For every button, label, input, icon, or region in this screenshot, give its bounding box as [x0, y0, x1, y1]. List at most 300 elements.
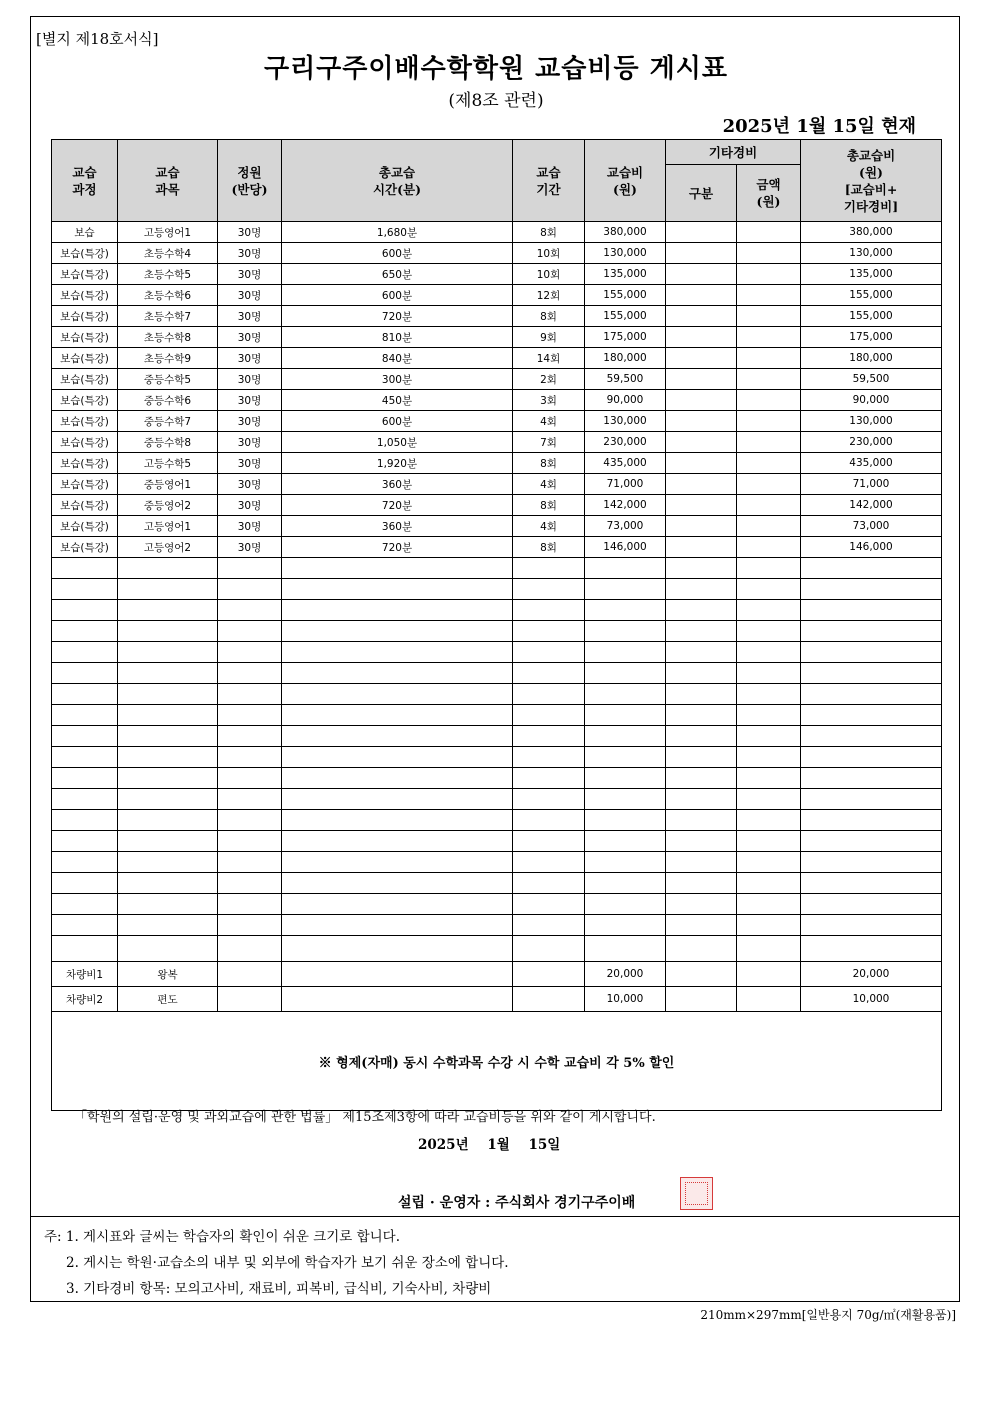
empty-row: [52, 621, 942, 642]
cell-subject: 고등영어2: [118, 537, 218, 558]
cell-other-amount: [737, 243, 801, 264]
operator-name: 설립 · 운영자 : 주식회사 경기구주이배: [398, 1195, 636, 1211]
cell-total-fee: 175,000: [801, 327, 942, 348]
empty-cell: [737, 936, 801, 962]
empty-cell: [737, 579, 801, 600]
empty-cell: [666, 936, 737, 962]
empty-cell: [118, 642, 218, 663]
cell-period: 8회: [513, 453, 585, 474]
empty-cell: [118, 936, 218, 962]
empty-cell: [282, 579, 513, 600]
footnote-1: 주: 1. 게시표와 글씨는 학습자의 확인이 쉬운 크기로 합니다.: [44, 1229, 400, 1245]
cell-tuition: 155,000: [585, 285, 666, 306]
empty-row: [52, 705, 942, 726]
empty-cell: [737, 558, 801, 579]
empty-cell: [218, 873, 282, 894]
cell-tuition: 380,000: [585, 222, 666, 243]
table-row: [52, 348, 942, 369]
empty-cell: [666, 768, 737, 789]
empty-cell: [666, 747, 737, 768]
empty-cell: [737, 600, 801, 621]
empty-row: [52, 663, 942, 684]
cell-capacity: 30명: [218, 432, 282, 453]
empty-cell: [801, 726, 942, 747]
cell-period: 2회: [513, 369, 585, 390]
cell-other-type: [666, 987, 737, 1012]
header-total-fee: 총교습비 (원) [교습비+ 기타경비]: [801, 140, 942, 222]
table-row: [52, 495, 942, 516]
page-title: 구리구주이배수학학원 교습비등 게시표: [263, 54, 729, 84]
cell-capacity: 30명: [218, 222, 282, 243]
cell-other-type: [666, 453, 737, 474]
cell-subject: 편도: [118, 987, 218, 1012]
cell-period: 7회: [513, 432, 585, 453]
cell-total-fee: 130,000: [801, 243, 942, 264]
empty-cell: [737, 747, 801, 768]
empty-cell: [585, 558, 666, 579]
empty-cell: [218, 936, 282, 962]
empty-cell: [52, 915, 118, 936]
cell-course: 보습(특강): [52, 495, 118, 516]
empty-row: [52, 726, 942, 747]
empty-row: [52, 894, 942, 915]
empty-cell: [282, 873, 513, 894]
empty-cell: [801, 915, 942, 936]
empty-cell: [52, 747, 118, 768]
empty-cell: [513, 684, 585, 705]
cell-other-type: [666, 516, 737, 537]
cell-other-type: [666, 264, 737, 285]
header-capacity: 정원 (반당): [218, 140, 282, 222]
cell-total-fee: 146,000: [801, 537, 942, 558]
cell-course: 차량비1: [52, 962, 118, 987]
table-row: [52, 432, 942, 453]
empty-cell: [666, 621, 737, 642]
empty-row: [52, 852, 942, 873]
empty-cell: [737, 852, 801, 873]
empty-cell: [282, 831, 513, 852]
empty-cell: [218, 852, 282, 873]
empty-cell: [666, 915, 737, 936]
sign-date: 2025년 1월 15일: [418, 1137, 561, 1153]
header-course: 교습 과정: [52, 140, 118, 222]
empty-cell: [218, 705, 282, 726]
cell-other-type: [666, 306, 737, 327]
cell-course: 보습: [52, 222, 118, 243]
paper-spec: 210mm×297mm[일반용지 70g/㎡(재활용품)]: [700, 1308, 956, 1322]
discount-note: ※ 형제(자매) 동시 수학과목 수강 시 수학 교습비 각 5% 할인: [52, 1012, 942, 1111]
cell-total-time: 450분: [282, 390, 513, 411]
empty-cell: [118, 705, 218, 726]
cell-tuition: 146,000: [585, 537, 666, 558]
cell-course: 보습(특강): [52, 390, 118, 411]
cell-period: 8회: [513, 495, 585, 516]
empty-cell: [118, 894, 218, 915]
empty-cell: [801, 831, 942, 852]
cell-period: 10회: [513, 264, 585, 285]
cell-other-amount: [737, 474, 801, 495]
cell-tuition: 71,000: [585, 474, 666, 495]
empty-cell: [737, 915, 801, 936]
empty-cell: [282, 789, 513, 810]
empty-cell: [282, 684, 513, 705]
empty-cell: [218, 915, 282, 936]
cell-course: 차량비2: [52, 987, 118, 1012]
empty-cell: [52, 579, 118, 600]
empty-cell: [666, 894, 737, 915]
empty-cell: [118, 747, 218, 768]
cell-total-fee: 142,000: [801, 495, 942, 516]
cell-other-type: [666, 348, 737, 369]
empty-cell: [513, 579, 585, 600]
cell-tuition: 10,000: [585, 987, 666, 1012]
empty-cell: [585, 705, 666, 726]
empty-cell: [737, 621, 801, 642]
cell-total-time: 720분: [282, 537, 513, 558]
empty-cell: [513, 726, 585, 747]
empty-cell: [801, 768, 942, 789]
empty-row: [52, 558, 942, 579]
cell-other-amount: [737, 390, 801, 411]
empty-cell: [585, 810, 666, 831]
cell-total-fee: 59,500: [801, 369, 942, 390]
empty-cell: [513, 894, 585, 915]
cell-period: 4회: [513, 411, 585, 432]
cell-total-time: 600분: [282, 243, 513, 264]
cell-total-fee: 73,000: [801, 516, 942, 537]
cell-capacity: 30명: [218, 285, 282, 306]
empty-row: [52, 684, 942, 705]
empty-cell: [282, 600, 513, 621]
empty-cell: [282, 768, 513, 789]
table-row: [52, 285, 942, 306]
cell-tuition: 73,000: [585, 516, 666, 537]
empty-cell: [282, 936, 513, 962]
empty-row: [52, 600, 942, 621]
empty-cell: [218, 579, 282, 600]
cell-subject: 초등수학9: [118, 348, 218, 369]
cell-capacity: 30명: [218, 516, 282, 537]
footnote-2: 2. 게시는 학원·교습소의 내부 및 외부에 학습자가 보기 쉬운 장소에 합니다.: [66, 1255, 509, 1271]
empty-cell: [666, 600, 737, 621]
cell-total-time: 720분: [282, 495, 513, 516]
cell-period: 9회: [513, 327, 585, 348]
cell-total-fee: 155,000: [801, 285, 942, 306]
empty-cell: [282, 747, 513, 768]
cell-subject: 중등수학5: [118, 369, 218, 390]
vehicle-fee-row: [52, 987, 942, 1012]
empty-cell: [801, 852, 942, 873]
cell-other-amount: [737, 348, 801, 369]
cell-other-amount: [737, 516, 801, 537]
empty-cell: [801, 621, 942, 642]
cell-tuition: 20,000: [585, 962, 666, 987]
fee-table-body: [52, 222, 942, 1111]
empty-cell: [218, 726, 282, 747]
cell-other-amount: [737, 537, 801, 558]
empty-cell: [801, 600, 942, 621]
cell-other-amount: [737, 369, 801, 390]
cell-course: 보습(특강): [52, 306, 118, 327]
empty-cell: [52, 873, 118, 894]
empty-cell: [801, 789, 942, 810]
empty-cell: [801, 894, 942, 915]
page-subtitle: (제8조 관련): [448, 91, 544, 111]
footnote-3: 3. 기타경비 항목: 모의고사비, 재료비, 피복비, 급식비, 기숙사비, 차량비: [66, 1281, 492, 1297]
empty-row: [52, 873, 942, 894]
cell-period: 4회: [513, 516, 585, 537]
empty-cell: [118, 810, 218, 831]
empty-row: [52, 789, 942, 810]
empty-cell: [585, 600, 666, 621]
cell-subject: 고등영어1: [118, 516, 218, 537]
empty-cell: [118, 600, 218, 621]
empty-cell: [585, 789, 666, 810]
empty-cell: [218, 894, 282, 915]
cell-total-fee: 71,000: [801, 474, 942, 495]
empty-cell: [737, 810, 801, 831]
empty-cell: [513, 642, 585, 663]
cell-course: 보습(특강): [52, 411, 118, 432]
empty-cell: [737, 873, 801, 894]
empty-cell: [282, 894, 513, 915]
empty-cell: [118, 852, 218, 873]
cell-course: 보습(특강): [52, 327, 118, 348]
empty-cell: [282, 915, 513, 936]
legal-statement: 「학원의 설립·운영 및 과외교습에 관한 법률」 제15조제3항에 따라 교습비등을 위와 같이 게시합니다.: [74, 1110, 656, 1125]
cell-other-amount: [737, 327, 801, 348]
empty-cell: [585, 936, 666, 962]
cell-tuition: 130,000: [585, 243, 666, 264]
cell-other-amount: [737, 495, 801, 516]
cell-period: 8회: [513, 222, 585, 243]
header-total-time: 총교습 시간(분): [282, 140, 513, 222]
empty-cell: [513, 936, 585, 962]
empty-cell: [118, 831, 218, 852]
cell-subject: 왕복: [118, 962, 218, 987]
cell-other-amount: [737, 453, 801, 474]
cell-total-fee: 230,000: [801, 432, 942, 453]
empty-cell: [282, 705, 513, 726]
cell-capacity: 30명: [218, 495, 282, 516]
cell-subject: 중등수학6: [118, 390, 218, 411]
cell-other-type: [666, 243, 737, 264]
cell-subject: 초등수학4: [118, 243, 218, 264]
empty-cell: [218, 768, 282, 789]
empty-cell: [666, 852, 737, 873]
table-row: [52, 411, 942, 432]
discount-note-row: [52, 1012, 942, 1111]
empty-row: [52, 831, 942, 852]
empty-row: [52, 579, 942, 600]
empty-cell: [513, 852, 585, 873]
cell-total-time: 1,920분: [282, 453, 513, 474]
divider: [30, 1216, 960, 1217]
empty-cell: [585, 747, 666, 768]
empty-cell: [282, 852, 513, 873]
cell-capacity: 30명: [218, 306, 282, 327]
empty-cell: [585, 768, 666, 789]
as-of-date: 2025년 1월 15일 현재: [722, 116, 916, 137]
empty-cell: [218, 663, 282, 684]
cell-total-fee: 20,000: [801, 962, 942, 987]
empty-cell: [585, 642, 666, 663]
empty-cell: [218, 747, 282, 768]
empty-cell: [513, 789, 585, 810]
cell-subject: 초등수학8: [118, 327, 218, 348]
empty-cell: [52, 621, 118, 642]
empty-cell: [282, 726, 513, 747]
cell-other-amount: [737, 411, 801, 432]
empty-cell: [52, 558, 118, 579]
cell-total-time: 1,050분: [282, 432, 513, 453]
empty-cell: [585, 621, 666, 642]
empty-cell: [737, 831, 801, 852]
cell-course: 보습(특강): [52, 285, 118, 306]
empty-cell: [585, 684, 666, 705]
cell-total-fee: 155,000: [801, 306, 942, 327]
cell-subject: 중등영어1: [118, 474, 218, 495]
cell-period: 8회: [513, 306, 585, 327]
empty-cell: [666, 663, 737, 684]
empty-cell: [801, 705, 942, 726]
empty-cell: [666, 579, 737, 600]
cell-total-time: 600분: [282, 411, 513, 432]
cell-other-type: [666, 285, 737, 306]
empty-cell: [666, 558, 737, 579]
empty-cell: [52, 642, 118, 663]
cell-tuition: 90,000: [585, 390, 666, 411]
empty-cell: [585, 663, 666, 684]
cell-period: 4회: [513, 474, 585, 495]
empty-cell: [52, 831, 118, 852]
cell-period: 10회: [513, 243, 585, 264]
cell-other-amount: [737, 962, 801, 987]
cell-tuition: 175,000: [585, 327, 666, 348]
empty-cell: [118, 789, 218, 810]
cell-other-type: [666, 327, 737, 348]
empty-cell: [666, 810, 737, 831]
cell-total-time: 840분: [282, 348, 513, 369]
empty-cell: [737, 684, 801, 705]
cell-capacity: 30명: [218, 474, 282, 495]
cell-capacity: 30명: [218, 264, 282, 285]
cell-course: 보습(특강): [52, 537, 118, 558]
header-tuition: 교습비 (원): [585, 140, 666, 222]
empty-cell: [801, 558, 942, 579]
cell-other-type: [666, 432, 737, 453]
table-row: [52, 369, 942, 390]
cell-tuition: 230,000: [585, 432, 666, 453]
empty-cell: [513, 831, 585, 852]
cell-total-fee: 380,000: [801, 222, 942, 243]
empty-cell: [52, 894, 118, 915]
empty-cell: [801, 579, 942, 600]
cell-total-time: 720분: [282, 306, 513, 327]
cell-capacity: [218, 987, 282, 1012]
empty-cell: [52, 936, 118, 962]
cell-other-type: [666, 537, 737, 558]
empty-cell: [666, 705, 737, 726]
empty-cell: [52, 810, 118, 831]
table-row: [52, 327, 942, 348]
cell-other-type: [666, 411, 737, 432]
empty-cell: [513, 600, 585, 621]
empty-cell: [52, 663, 118, 684]
empty-cell: [737, 663, 801, 684]
empty-cell: [737, 768, 801, 789]
cell-course: 보습(특강): [52, 474, 118, 495]
cell-total-time: [282, 962, 513, 987]
form-number: [별지 제18호서식]: [36, 30, 159, 48]
empty-row: [52, 810, 942, 831]
empty-cell: [585, 915, 666, 936]
cell-subject: 초등수학5: [118, 264, 218, 285]
empty-cell: [513, 558, 585, 579]
empty-row: [52, 642, 942, 663]
empty-cell: [585, 726, 666, 747]
cell-total-fee: 130,000: [801, 411, 942, 432]
header-other-type: 구분: [666, 165, 737, 222]
empty-cell: [118, 915, 218, 936]
empty-cell: [737, 789, 801, 810]
cell-course: 보습(특강): [52, 369, 118, 390]
empty-cell: [801, 747, 942, 768]
empty-cell: [513, 768, 585, 789]
cell-other-amount: [737, 222, 801, 243]
empty-cell: [118, 621, 218, 642]
empty-cell: [52, 705, 118, 726]
cell-course: 보습(특강): [52, 264, 118, 285]
header-period: 교습 기간: [513, 140, 585, 222]
empty-cell: [737, 894, 801, 915]
cell-total-fee: 10,000: [801, 987, 942, 1012]
cell-subject: 중등수학7: [118, 411, 218, 432]
empty-cell: [118, 726, 218, 747]
cell-total-fee: 90,000: [801, 390, 942, 411]
empty-cell: [52, 852, 118, 873]
empty-cell: [118, 684, 218, 705]
empty-cell: [218, 600, 282, 621]
cell-period: [513, 962, 585, 987]
cell-total-time: 650분: [282, 264, 513, 285]
empty-cell: [218, 684, 282, 705]
cell-other-type: [666, 474, 737, 495]
cell-other-amount: [737, 987, 801, 1012]
empty-cell: [585, 894, 666, 915]
empty-cell: [218, 642, 282, 663]
empty-cell: [52, 726, 118, 747]
empty-cell: [218, 621, 282, 642]
cell-other-amount: [737, 306, 801, 327]
empty-row: [52, 768, 942, 789]
empty-cell: [666, 789, 737, 810]
cell-total-fee: 435,000: [801, 453, 942, 474]
cell-period: 12회: [513, 285, 585, 306]
empty-cell: [118, 558, 218, 579]
cell-capacity: [218, 962, 282, 987]
empty-cell: [52, 789, 118, 810]
company-seal-stamp: [680, 1177, 713, 1210]
empty-cell: [218, 831, 282, 852]
cell-other-amount: [737, 432, 801, 453]
cell-subject: 중등수학8: [118, 432, 218, 453]
vehicle-fee-row: [52, 962, 942, 987]
empty-cell: [52, 600, 118, 621]
empty-cell: [737, 705, 801, 726]
table-row: [52, 264, 942, 285]
table-row: [52, 516, 942, 537]
